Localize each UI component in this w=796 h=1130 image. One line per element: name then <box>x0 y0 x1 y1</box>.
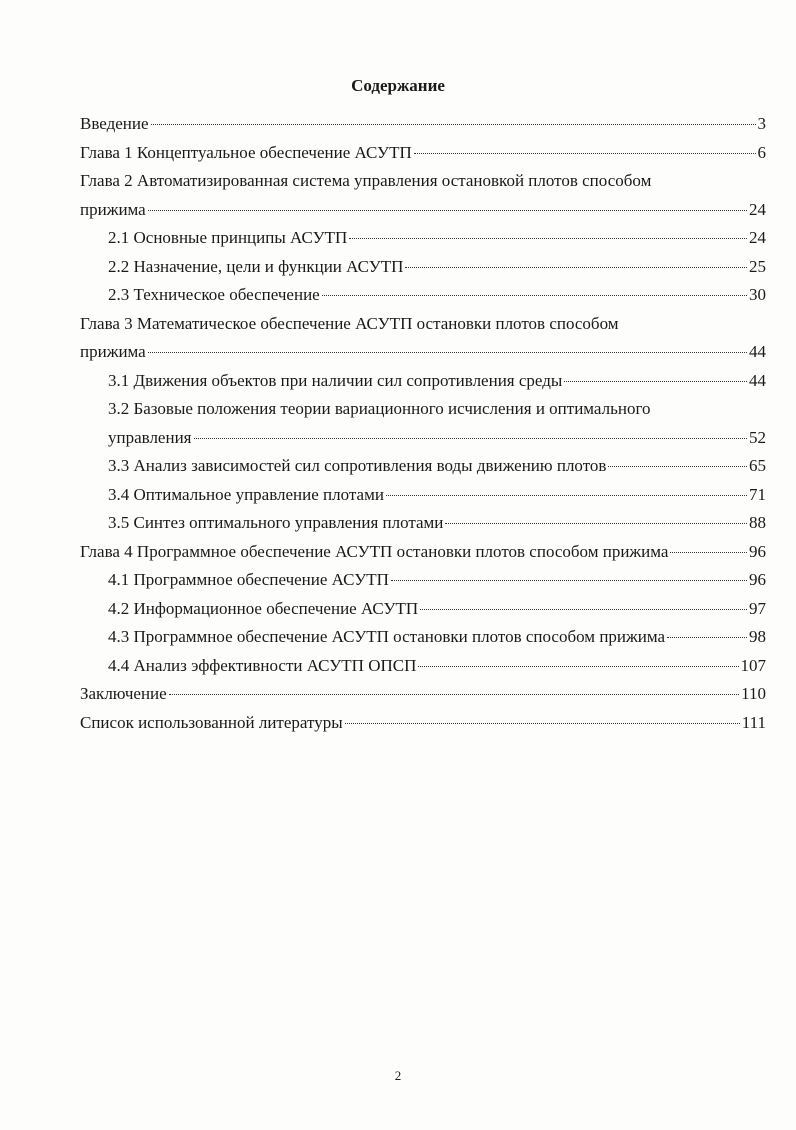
toc-entry-label: 4.1 Программное обеспечение АСУТП <box>108 570 389 589</box>
toc-entry-row <box>80 338 766 367</box>
toc-entry-row <box>108 509 766 538</box>
toc-entry-page: 107 <box>740 655 766 675</box>
toc-entry-row <box>108 253 766 282</box>
dot-leader <box>148 210 747 211</box>
toc-entry-row <box>108 367 766 396</box>
dot-leader <box>608 466 747 467</box>
toc-entry <box>80 395 766 452</box>
toc-entry <box>80 566 766 595</box>
toc-entry-page: 110 <box>741 684 766 703</box>
toc-entry-label: 3.5 Синтез оптимального управления плотами <box>108 513 444 532</box>
toc-entry <box>80 709 766 738</box>
toc-entry-page: 65 <box>749 456 766 475</box>
toc-entry-label: 4.3 Программное обеспечение АСУТП остановки плотов способом прижима <box>108 627 666 646</box>
dot-leader <box>391 580 747 581</box>
dot-leader <box>445 523 747 524</box>
toc-entry-page: 97 <box>749 598 766 618</box>
dot-leader <box>670 552 747 553</box>
toc-entry-row <box>108 224 766 253</box>
dot-leader <box>194 438 748 439</box>
toc-entry-label: прижима <box>80 342 146 361</box>
toc-entry <box>80 538 766 567</box>
toc-entry-page: 24 <box>749 228 766 247</box>
toc-entry-label: 3.3 Анализ зависимостей сил сопротивления воды движению плотов <box>108 456 607 475</box>
toc-entry-label: 2.3 Техническое обеспечение <box>108 285 320 304</box>
toc-entry-row <box>108 652 766 681</box>
dot-leader <box>322 295 747 296</box>
dot-leader <box>151 124 756 125</box>
toc-entry-label: управления <box>108 427 192 447</box>
toc-entry <box>80 224 766 253</box>
toc-entry <box>80 481 766 510</box>
toc-entry-first-line: 3.2 Базовые положения теории вариационного исчисления и оптимального <box>108 399 651 418</box>
toc-entry-row <box>108 281 766 310</box>
toc-entry-row <box>80 680 766 709</box>
toc-entry <box>80 652 766 681</box>
toc-entry-row <box>80 709 766 738</box>
toc-entry-label: Список использованной литературы <box>80 712 343 732</box>
toc-entry-page: 96 <box>749 541 766 561</box>
toc-entry-row <box>80 110 766 139</box>
dot-leader <box>386 495 747 496</box>
toc-entry-page: 98 <box>749 627 766 646</box>
toc-entry <box>80 310 766 367</box>
toc-entry <box>80 281 766 310</box>
toc-entry-label: Глава 4 Программное обеспечение АСУТП остановки плотов способом прижима <box>80 541 669 561</box>
dot-leader <box>667 637 747 638</box>
dot-leader <box>564 381 747 382</box>
toc-entry-row <box>108 595 766 624</box>
toc-entry-page: 111 <box>741 712 766 732</box>
toc-entry-page: 6 <box>757 142 766 162</box>
toc-entry <box>80 367 766 396</box>
dot-leader <box>349 238 747 239</box>
toc-entry-label: Заключение <box>80 684 167 703</box>
toc-entry <box>80 139 766 168</box>
toc-entry-label: Введение <box>80 114 149 133</box>
dot-leader <box>418 666 738 667</box>
toc-entry-first-line: Глава 2 Автоматизированная система управления остановкой плотов способом <box>80 171 652 190</box>
toc-entry <box>80 167 766 224</box>
toc-entry-label: 4.4 Анализ эффективности АСУТП ОПСП <box>108 655 417 675</box>
toc-entry-page: 44 <box>749 370 766 390</box>
toc-entry <box>80 452 766 481</box>
toc-entry-label: Глава 1 Концептуальное обеспечение АСУТП <box>80 142 412 162</box>
toc-entry-row <box>108 623 766 652</box>
toc-entry <box>80 623 766 652</box>
toc-entry-page: 24 <box>749 199 766 219</box>
toc-entry-page: 96 <box>749 570 766 589</box>
toc-entry-label: прижима <box>80 199 146 219</box>
page-number: 2 <box>394 1068 402 1083</box>
dot-leader <box>414 153 756 154</box>
toc-entry-row <box>80 139 766 168</box>
toc-entry-first-line: Глава 3 Математическое обеспечение АСУТП остановки плотов способом <box>80 313 619 333</box>
toc-entry <box>80 680 766 709</box>
toc-entry-page: 88 <box>749 513 766 532</box>
toc-entry-row <box>108 424 766 453</box>
toc-entry-row <box>108 452 766 481</box>
toc-entry-page: 52 <box>749 427 766 447</box>
toc-entry-page: 71 <box>749 484 766 504</box>
toc-entry-page: 44 <box>749 342 766 361</box>
toc-entry <box>80 595 766 624</box>
toc-entry <box>80 509 766 538</box>
toc-entry <box>80 253 766 282</box>
toc-entry-page: 3 <box>757 114 766 133</box>
toc-entry-row <box>108 566 766 595</box>
dot-leader <box>420 609 747 610</box>
toc-entry-row <box>80 196 766 225</box>
toc-title: Содержание <box>351 76 445 95</box>
toc-entry-page: 25 <box>749 256 766 276</box>
toc-entry-row <box>108 481 766 510</box>
toc-entry-label: 2.1 Основные принципы АСУТП <box>108 228 348 247</box>
toc-entry-label: 2.2 Назначение, цели и функции АСУТП <box>108 256 404 276</box>
table-of-contents <box>80 110 766 737</box>
toc-entry-row <box>80 538 766 567</box>
dot-leader <box>405 267 747 268</box>
dot-leader <box>345 723 740 724</box>
toc-entry-label: 3.4 Оптимальное управление плотами <box>108 484 384 504</box>
toc-entry-label: 4.2 Информационное обеспечение АСУТП <box>108 598 419 618</box>
toc-entry <box>80 110 766 139</box>
toc-entry-label: 3.1 Движения объектов при наличии сил сопротивления среды <box>108 370 563 390</box>
dot-leader <box>169 694 739 695</box>
dot-leader <box>148 352 747 353</box>
toc-entry-page: 30 <box>749 285 766 304</box>
